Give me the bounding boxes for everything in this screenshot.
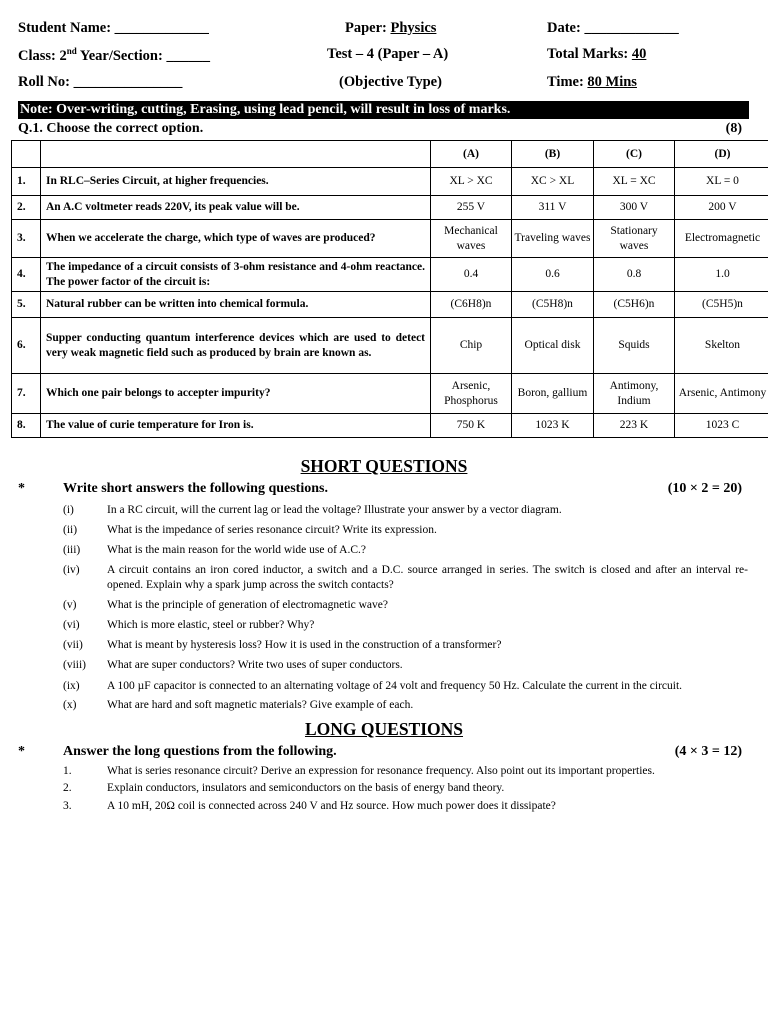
mcq-option: 255 V — [431, 196, 512, 220]
roll-no-field — [18, 74, 182, 91]
mcq-option: Skelton — [675, 318, 768, 374]
short-question-number: (iii) — [63, 544, 81, 556]
mcq-stem: The impedance of a circuit consists of 3-ohm resistance and 4-ohm reactance. The power factor of the circuit is: — [41, 258, 431, 292]
mcq-option: (C5H6)n — [594, 292, 675, 318]
short-question-text: A circuit contains an iron cored inductor, a switch and a D.C. source arranged in series. The switch is closed and after an interval re-opened. Explain why a spark jump across the switch contacts? — [107, 564, 748, 591]
mcq-option: XC > XL — [512, 168, 594, 196]
mcq-option: Squids — [594, 318, 675, 374]
mcq-option: Antimony, Indium — [594, 374, 675, 414]
short-question-number: (iv) — [63, 564, 80, 576]
short-question-text: In a RC circuit, will the current lag or lead the voltage? Illustrate your answer by a vector diagram. — [107, 504, 562, 516]
mcq-option: XL = 0 — [675, 168, 768, 196]
time-field — [547, 74, 637, 91]
mcq-option: 750 K — [431, 414, 512, 438]
total-marks-value: 40 — [631, 46, 647, 62]
class-field — [18, 46, 210, 65]
roll-no-blank: _______________ — [73, 74, 183, 90]
total-marks-field — [547, 46, 646, 63]
short-question-text: What is the main reason for the world wide use of A.C.? — [107, 544, 367, 556]
mcq-header-row — [12, 141, 768, 168]
mcq-number: 7. — [12, 374, 41, 414]
mcq-option: Arsenic, Phosphorus — [431, 374, 512, 414]
mcq-header-blank — [41, 141, 431, 168]
paper-value: Physics — [390, 20, 437, 36]
date-label: Date: — [547, 20, 581, 36]
mcq-row — [12, 220, 768, 258]
mcq-option: 1023 K — [512, 414, 594, 438]
mcq-option: (C5H8)n — [512, 292, 594, 318]
mcq-option-header: (A) — [431, 141, 512, 168]
mcq-option: Arsenic, Antimony — [675, 374, 768, 414]
mcq-row — [12, 292, 768, 318]
q1-title: Q.1. Choose the correct option. — [18, 121, 204, 136]
mcq-stem: In RLC–Series Circuit, at higher frequencies. — [41, 168, 431, 196]
long-marks: (4 × 3 = 12) — [674, 744, 742, 759]
long-question-number: 1. — [63, 765, 72, 777]
class-blank: ______ — [166, 47, 210, 64]
mcq-number: 3. — [12, 220, 41, 258]
mcq-option: 0.4 — [431, 258, 512, 292]
mcq-row — [12, 168, 768, 196]
mcq-option: Stationary waves — [594, 220, 675, 258]
mcq-option: 1.0 — [675, 258, 768, 292]
mcq-option-header: (C) — [594, 141, 675, 168]
student-name-field — [18, 20, 209, 37]
mcq-header-blank — [12, 141, 41, 168]
test-title: Test – 4 (Paper – A) — [327, 46, 449, 62]
short-instruction-text: Write short answers the following questions. — [63, 481, 328, 496]
mcq-number: 5. — [12, 292, 41, 318]
mcq-option: 300 V — [594, 196, 675, 220]
long-question-number: 2. — [63, 782, 72, 794]
mcq-row — [12, 196, 768, 220]
mcq-row — [12, 374, 768, 414]
time-value: 80 Mins — [587, 74, 637, 90]
mcq-option-header: (D) — [675, 141, 768, 168]
short-questions-heading: SHORT QUESTIONS — [300, 456, 468, 476]
paper-type: (Objective Type) — [339, 74, 442, 90]
student-name-label: Student Name: — [18, 20, 112, 36]
paper-label: Paper: — [345, 20, 387, 36]
mcq-option: Mechanical waves — [431, 220, 512, 258]
short-question-text: What is the impedance of series resonance circuit? Write its expression. — [107, 524, 437, 536]
date-field — [547, 20, 679, 37]
short-marks: (10 × 2 = 20) — [667, 481, 742, 496]
paper-field — [345, 20, 436, 37]
mcq-stem: An A.C voltmeter reads 220V, its peak value will be. — [41, 196, 431, 220]
mcq-table — [11, 140, 768, 438]
short-question-number: (ii) — [63, 524, 78, 536]
mcq-row — [12, 258, 768, 292]
mcq-number: 6. — [12, 318, 41, 374]
short-question-number: (i) — [63, 504, 74, 516]
mcq-option: 200 V — [675, 196, 768, 220]
total-marks-label: Total Marks: — [547, 46, 629, 62]
roll-no-label: Roll No: — [18, 74, 70, 90]
short-question-number: (x) — [63, 699, 77, 711]
mcq-option-header: (B) — [512, 141, 594, 168]
mcq-row — [12, 318, 768, 374]
mcq-option: XL > XC — [431, 168, 512, 196]
mcq-stem: When we accelerate the charge, which type of waves are produced? — [41, 220, 431, 258]
long-question-text: Explain conductors, insulators and semiconductors on the basis of energy band theory. — [107, 782, 505, 794]
time-label: Time: — [547, 74, 584, 90]
mcq-option: (C5H5)n — [675, 292, 768, 318]
short-question-text: What are hard and soft magnetic materials? Give example of each. — [107, 699, 414, 711]
short-question-number: (v) — [63, 599, 77, 611]
short-question-text: What is the principle of generation of electromagnetic wave? — [107, 599, 388, 611]
short-question-number: (ix) — [63, 680, 80, 692]
q1-marks: (8) — [725, 121, 742, 136]
short-question-text: What is meant by hysteresis loss? How it is used in the construction of a transformer? — [107, 639, 502, 651]
mcq-option: Boron, gallium — [512, 374, 594, 414]
date-blank: _____________ — [584, 20, 679, 36]
note-banner: Note: Over-writing, cutting, Erasing, using lead pencil, will result in loss of marks. — [18, 101, 749, 119]
mcq-option: (C6H8)n — [431, 292, 512, 318]
short-star: * — [18, 481, 25, 496]
long-question-number: 3. — [63, 800, 72, 812]
q1-header — [18, 121, 742, 137]
mcq-option: 0.8 — [594, 258, 675, 292]
short-question-text: A 100 µF capacitor is connected to an alternating voltage of 24 volt and frequency 50 Hz. Calculate the current in the circuit. — [107, 680, 683, 692]
short-question-number: (viii) — [63, 659, 86, 671]
short-question-number: (vii) — [63, 639, 83, 651]
mcq-stem: Supper conducting quantum interference devices which are used to detect very weak magnetic field such as produced by brain are known as. — [41, 318, 431, 374]
long-questions-heading: LONG QUESTIONS — [304, 719, 464, 739]
mcq-option: Chip — [431, 318, 512, 374]
student-name-blank: _____________ — [114, 20, 209, 36]
mcq-option: 1023 C — [675, 414, 768, 438]
long-question-text: A 10 mH, 20Ω coil is connected across 240 V and Hz source. How much power does it dissipate? — [107, 800, 556, 812]
mcq-number: 1. — [12, 168, 41, 196]
mcq-option: Traveling waves — [512, 220, 594, 258]
mcq-option: 0.6 — [512, 258, 594, 292]
mcq-number: 2. — [12, 196, 41, 220]
short-question-text: What are super conductors? Write two uses of super conductors. — [107, 659, 403, 671]
short-question-text: Which is more elastic, steel or rubber? Why? — [107, 619, 315, 631]
mcq-option: 223 K — [594, 414, 675, 438]
long-star: * — [18, 744, 25, 759]
mcq-option: 311 V — [512, 196, 594, 220]
mcq-option: Optical disk — [512, 318, 594, 374]
class-label: Class: 2nd Year/Section: — [18, 46, 163, 64]
short-question-number: (vi) — [63, 619, 80, 631]
long-question-text: What is series resonance circuit? Derive an expression for resonance frequency. Also point out its important properties. — [107, 765, 655, 777]
mcq-stem: Natural rubber can be written into chemical formula. — [41, 292, 431, 318]
mcq-stem: The value of curie temperature for Iron is. — [41, 414, 431, 438]
mcq-row — [12, 414, 768, 438]
mcq-stem: Which one pair belongs to accepter impurity? — [41, 374, 431, 414]
mcq-number: 8. — [12, 414, 41, 438]
mcq-option: Electromagnetic — [675, 220, 768, 258]
mcq-number: 4. — [12, 258, 41, 292]
mcq-option: XL = XC — [594, 168, 675, 196]
long-instruction-text: Answer the long questions from the following. — [63, 744, 337, 759]
